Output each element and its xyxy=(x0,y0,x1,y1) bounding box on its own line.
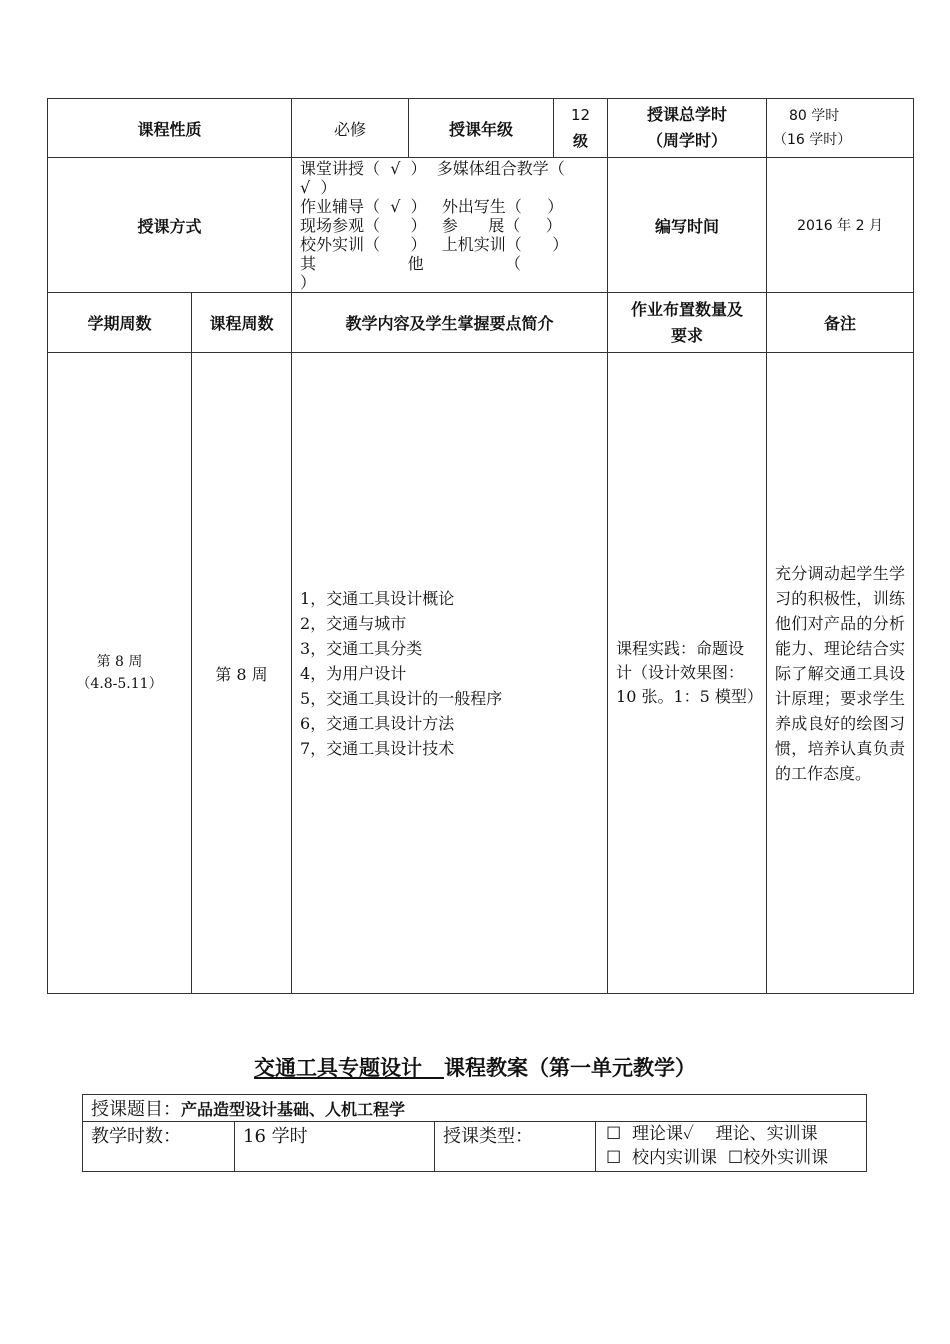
grade-value xyxy=(554,99,608,158)
type-label: 授课类型： xyxy=(435,1122,596,1172)
header-homework-line1: 作业布置数量及 xyxy=(631,299,744,319)
method-line: ） xyxy=(300,272,317,292)
header-homework xyxy=(608,293,767,353)
method-line: 现场参观（ ） 参 展（ ） xyxy=(300,215,562,235)
header-course-week: 课程周数 xyxy=(192,293,292,353)
method-line: 课堂讲授（ √ ） 多媒体组合教学（ xyxy=(300,158,565,178)
section-title-rest: 课程教案（第一单元教学） xyxy=(443,1056,696,1080)
list-item: 4，为用户设计 xyxy=(300,663,407,683)
write-time-label: 编写时间 xyxy=(608,158,767,293)
total-hours-label xyxy=(608,99,767,158)
list-item: 1，交通工具设计概论 xyxy=(300,588,455,608)
topic-cell xyxy=(83,1095,867,1122)
grade-value-line2: 级 xyxy=(573,132,589,150)
type-options xyxy=(596,1122,867,1172)
type-line2: ☐ 校内实训课 ☐校外实训课 xyxy=(606,1148,829,1168)
remarks-cell: 充分调动起学生学习的积极性，训练他们对产品的分析能力、理论结合实际了解交通工具设计原理；要求学生养成良好的绘图习惯，培养认真负责的工作态度。 xyxy=(767,353,914,994)
list-item: 3，交通工具分类 xyxy=(300,638,423,658)
method-label: 授课方式 xyxy=(48,158,292,293)
list-item: 6，交通工具设计方法 xyxy=(300,713,455,733)
method-line: 其 他 （ xyxy=(300,253,521,273)
topic-label: 授课题目： xyxy=(91,1099,181,1120)
hours-label: 教学时数： xyxy=(83,1122,235,1172)
grade-value-line1: 12 xyxy=(570,106,591,124)
total-hours-value-line2: （16 学时） xyxy=(773,132,852,148)
total-hours-value xyxy=(767,99,914,158)
semester-week-line2: （4.8-5.11） xyxy=(76,676,163,692)
course-nature-label: 课程性质 xyxy=(48,99,292,158)
section-title-course: 交通工具专题设计 xyxy=(254,1056,423,1080)
type-line1: ☐ 理论课✓ 理论、实训课 xyxy=(606,1124,818,1144)
method-options xyxy=(292,158,608,293)
method-line: √ ） xyxy=(300,177,337,197)
section-title-gap xyxy=(422,1056,444,1080)
semester-week-line1: 第 8 周 xyxy=(96,654,143,670)
header-remarks: 备注 xyxy=(767,293,914,353)
section-title xyxy=(0,1052,950,1082)
header-content: 教学内容及学生掌握要点简介 xyxy=(292,293,608,353)
list-item: 5，交通工具设计的一般程序 xyxy=(300,688,503,708)
course-week-cell: 第 8 周 xyxy=(192,353,292,994)
semester-week-cell xyxy=(48,353,192,994)
method-line: 作业辅导（ √ ） 外出写生（ ） xyxy=(300,196,564,216)
topic-value: 产品造型设计基础、人机工程学 xyxy=(181,1100,406,1119)
hours-value: 16 学时 xyxy=(235,1122,435,1172)
method-line: 校外实训（ ） 上机实训（ ） xyxy=(300,234,569,254)
content-cell xyxy=(292,353,608,994)
course-nature-value: 必修 xyxy=(292,99,409,158)
lesson-info-table xyxy=(82,1094,867,1172)
list-item: 7，交通工具设计技术 xyxy=(300,738,455,758)
header-homework-line2: 要求 xyxy=(671,325,704,345)
list-item: 2，交通与城市 xyxy=(300,613,407,633)
course-info-table xyxy=(47,98,914,994)
homework-cell: 课程实践：命题设计（设计效果图：10 张。1：5 模型） xyxy=(608,353,767,994)
total-hours-label-line1: 授课总学时 xyxy=(647,105,728,124)
grade-label: 授课年级 xyxy=(409,99,554,158)
write-time-value: 2016 年 2 月 xyxy=(767,158,914,293)
header-semester-week: 学期周数 xyxy=(48,293,192,353)
total-hours-value-line1: 80 学时 xyxy=(789,108,840,124)
total-hours-label-line2: （周学时） xyxy=(647,131,728,150)
